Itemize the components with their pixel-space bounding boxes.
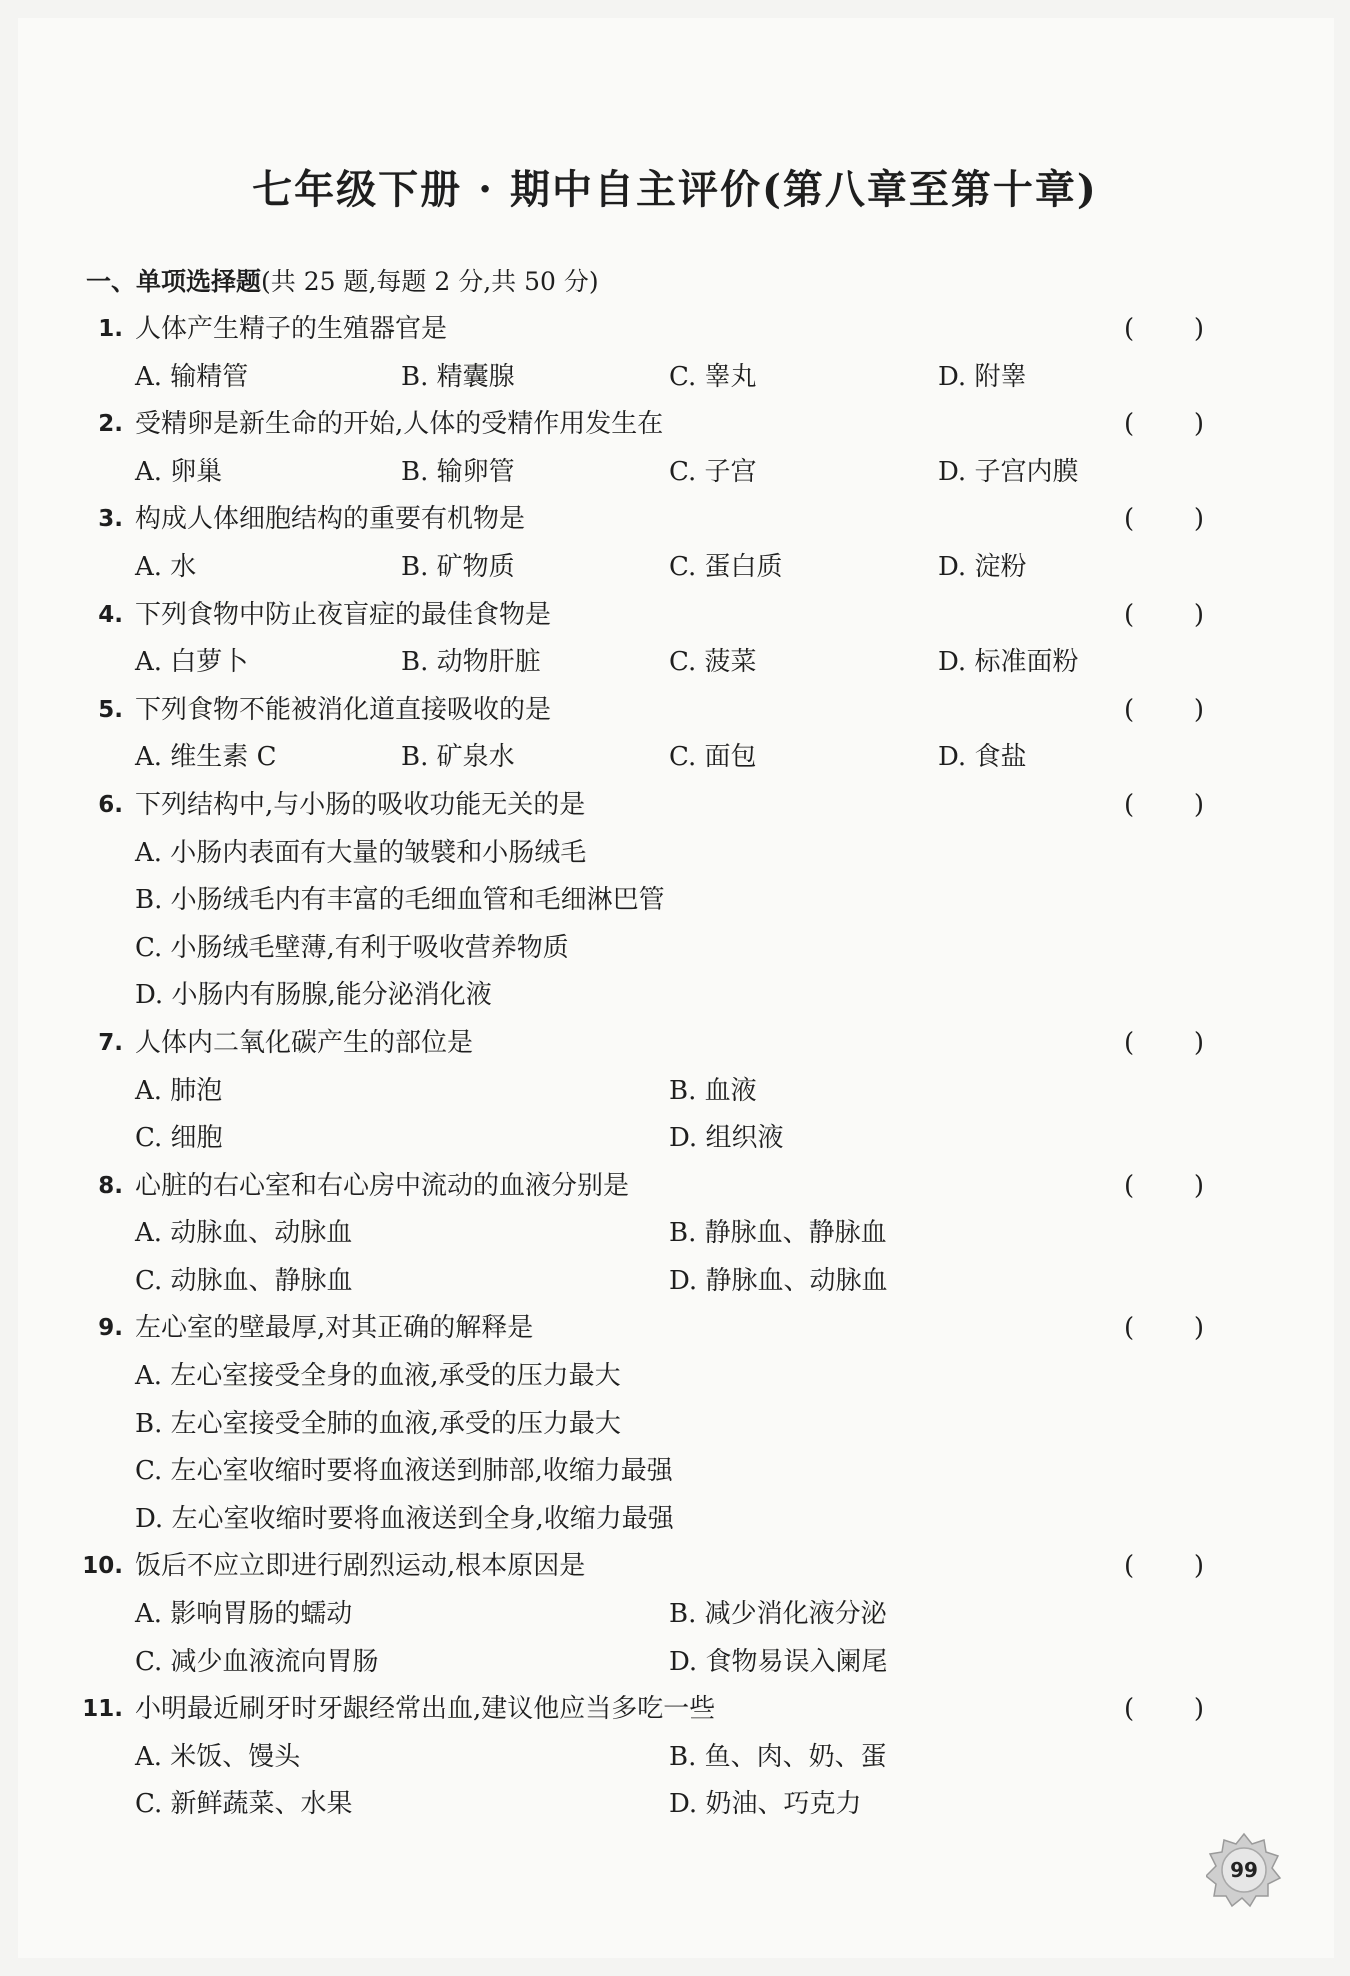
option-d: D. 子宫内膜 xyxy=(938,456,1079,487)
answer-paren-right: ) xyxy=(1193,1313,1204,1344)
option-line xyxy=(0,1401,1350,1449)
option-line xyxy=(0,1448,1350,1496)
answer-blank[interactable] xyxy=(1124,1305,1204,1353)
option-c: C. 子宫 xyxy=(669,456,757,487)
question-item xyxy=(0,592,1350,687)
option-b: B. 静脉血、静脉血 xyxy=(669,1218,887,1249)
question-item xyxy=(0,1543,1350,1686)
option-d: D. 奶油、巧克力 xyxy=(669,1789,862,1820)
option-c: C. 左心室收缩时要将血液送到肺部,收缩力最强 xyxy=(135,1456,673,1487)
page-number-badge xyxy=(1206,1832,1282,1908)
question-number: 9. xyxy=(98,1315,123,1342)
option-row xyxy=(0,1115,1350,1163)
answer-paren-left: ( xyxy=(1124,789,1135,820)
option-c: C. 面包 xyxy=(669,742,757,773)
answer-paren-left: ( xyxy=(1124,1170,1135,1201)
option-row xyxy=(0,1210,1350,1258)
answer-paren-left: ( xyxy=(1124,504,1135,535)
question-item xyxy=(0,306,1350,401)
option-a: A. 米饭、馒头 xyxy=(135,1741,301,1772)
option-c: C. 动脉血、静脉血 xyxy=(135,1265,353,1296)
question-text: 小明最近刷牙时牙龈经常出血,建议他应当多吃一些 xyxy=(135,1694,716,1725)
question-stem xyxy=(0,401,1350,449)
option-c: C. 细胞 xyxy=(135,1123,223,1154)
option-a: A. 白萝卜 xyxy=(135,647,249,678)
answer-blank[interactable] xyxy=(1124,496,1204,544)
question-item xyxy=(0,1686,1350,1829)
option-line xyxy=(0,1353,1350,1401)
option-c: C. 减少血液流向胃肠 xyxy=(135,1646,379,1677)
option-b: B. 血液 xyxy=(669,1075,757,1106)
question-stem xyxy=(0,1305,1350,1353)
option-d: D. 食物易误入阑尾 xyxy=(669,1646,888,1677)
option-a: A. 水 xyxy=(135,551,197,582)
option-b: B. 输卵管 xyxy=(401,456,515,487)
option-row xyxy=(0,639,1350,687)
question-stem xyxy=(0,306,1350,354)
option-row xyxy=(0,1591,1350,1639)
question-stem xyxy=(0,1020,1350,1068)
answer-paren-left: ( xyxy=(1124,599,1135,630)
option-d: D. 淀粉 xyxy=(938,551,1027,582)
question-text: 构成人体细胞结构的重要有机物是 xyxy=(135,504,526,535)
option-c: C. 睾丸 xyxy=(669,361,757,392)
option-d: D. 左心室收缩时要将血液送到全身,收缩力最强 xyxy=(135,1503,674,1534)
answer-paren-left: ( xyxy=(1124,1027,1135,1058)
question-item xyxy=(0,401,1350,496)
question-stem xyxy=(0,782,1350,830)
answer-blank[interactable] xyxy=(1124,782,1204,830)
answer-paren-right: ) xyxy=(1193,1027,1204,1058)
option-b: B. 小肠绒毛内有丰富的毛细血管和毛细淋巴管 xyxy=(135,885,665,916)
section-note: (共 25 题,每题 2 分,共 50 分) xyxy=(261,267,599,296)
option-line xyxy=(0,925,1350,973)
option-c: C. 小肠绒毛壁薄,有利于吸收营养物质 xyxy=(135,932,569,963)
question-number: 7. xyxy=(98,1029,123,1056)
option-row xyxy=(0,734,1350,782)
option-a: A. 肺泡 xyxy=(135,1075,223,1106)
answer-blank[interactable] xyxy=(1124,592,1204,640)
question-text: 心脏的右心室和右心房中流动的血液分别是 xyxy=(135,1170,630,1201)
question-text: 下列结构中,与小肠的吸收功能无关的是 xyxy=(135,789,586,820)
question-stem xyxy=(0,496,1350,544)
option-d: D. 附睾 xyxy=(938,361,1027,392)
question-item xyxy=(0,1163,1350,1306)
question-number: 6. xyxy=(98,791,123,818)
question-number: 5. xyxy=(98,696,123,723)
question-number: 1. xyxy=(98,316,123,342)
answer-paren-left: ( xyxy=(1124,1694,1135,1725)
option-row xyxy=(0,449,1350,497)
option-row xyxy=(0,354,1350,402)
question-item xyxy=(0,1305,1350,1543)
option-a: A. 动脉血、动脉血 xyxy=(135,1218,353,1249)
question-item xyxy=(0,687,1350,782)
option-row xyxy=(0,1781,1350,1829)
question-stem xyxy=(0,1543,1350,1591)
option-c: C. 新鲜蔬菜、水果 xyxy=(135,1789,353,1820)
question-number: 3. xyxy=(98,506,123,533)
option-b: B. 减少消化液分泌 xyxy=(669,1599,887,1630)
option-d: D. 组织液 xyxy=(669,1123,784,1154)
answer-paren-left: ( xyxy=(1124,1551,1135,1582)
page-number: 99 xyxy=(1230,1858,1258,1882)
question-item xyxy=(0,496,1350,591)
option-a: A. 影响胃肠的蠕动 xyxy=(135,1599,353,1630)
answer-blank[interactable] xyxy=(1124,1686,1204,1734)
option-line xyxy=(0,830,1350,878)
question-item xyxy=(0,782,1350,1020)
option-a: A. 维生素 C xyxy=(135,742,277,773)
answer-paren-right: ) xyxy=(1193,1694,1204,1725)
question-item xyxy=(0,1020,1350,1163)
question-list xyxy=(0,306,1350,1829)
answer-paren-left: ( xyxy=(1124,1313,1135,1344)
question-text: 下列食物中防止夜盲症的最佳食物是 xyxy=(135,599,552,630)
option-b: B. 矿泉水 xyxy=(401,742,515,773)
answer-blank[interactable] xyxy=(1124,306,1204,354)
answer-blank[interactable] xyxy=(1124,1020,1204,1068)
option-a: A. 输精管 xyxy=(135,361,249,392)
option-c: C. 菠菜 xyxy=(669,647,757,678)
answer-paren-right: ) xyxy=(1193,409,1204,440)
answer-paren-right: ) xyxy=(1193,1170,1204,1201)
question-number: 11. xyxy=(82,1696,123,1723)
question-text: 下列食物不能被消化道直接吸收的是 xyxy=(135,694,552,725)
answer-paren-right: ) xyxy=(1193,599,1204,630)
answer-paren-right: ) xyxy=(1193,694,1204,725)
question-stem xyxy=(0,1686,1350,1734)
answer-paren-right: ) xyxy=(1193,789,1204,820)
question-number: 4. xyxy=(98,601,123,628)
question-text: 受精卵是新生命的开始,人体的受精作用发生在 xyxy=(135,409,664,440)
option-line xyxy=(0,972,1350,1020)
option-b: B. 左心室接受全肺的血液,承受的压力最大 xyxy=(135,1408,621,1439)
option-a: A. 左心室接受全身的血液,承受的压力最大 xyxy=(135,1361,621,1392)
option-row xyxy=(0,1258,1350,1306)
question-number: 2. xyxy=(98,411,123,438)
option-b: B. 精囊腺 xyxy=(401,361,515,392)
option-row xyxy=(0,1734,1350,1782)
option-row xyxy=(0,1068,1350,1116)
answer-paren-left: ( xyxy=(1124,694,1135,725)
question-number: 10. xyxy=(82,1553,123,1580)
option-d: D. 食盐 xyxy=(938,742,1027,773)
option-row xyxy=(0,544,1350,592)
option-line xyxy=(0,1496,1350,1544)
answer-blank[interactable] xyxy=(1124,687,1204,735)
option-d: D. 标准面粉 xyxy=(938,647,1079,678)
option-d: D. 静脉血、动脉血 xyxy=(669,1265,888,1296)
question-stem xyxy=(0,592,1350,640)
question-number: 8. xyxy=(98,1172,123,1199)
question-text: 左心室的壁最厚,对其正确的解释是 xyxy=(135,1313,534,1344)
answer-paren-right: ) xyxy=(1193,1551,1204,1582)
answer-blank[interactable] xyxy=(1124,401,1204,449)
section-header xyxy=(86,262,599,298)
option-b: B. 矿物质 xyxy=(401,551,515,582)
question-stem xyxy=(0,687,1350,735)
option-c: C. 蛋白质 xyxy=(669,551,783,582)
answer-paren-left: ( xyxy=(1124,409,1135,440)
answer-blank[interactable] xyxy=(1124,1543,1204,1591)
answer-paren-right: ) xyxy=(1193,314,1204,344)
answer-paren-left: ( xyxy=(1124,314,1135,344)
option-b: B. 鱼、肉、奶、蛋 xyxy=(669,1741,887,1772)
answer-paren-right: ) xyxy=(1193,504,1204,535)
question-text: 人体内二氧化碳产生的部位是 xyxy=(135,1027,474,1058)
question-stem xyxy=(0,1163,1350,1211)
option-line xyxy=(0,877,1350,925)
option-a: A. 卵巢 xyxy=(135,456,223,487)
page-title: 七年级下册 · 期中自主评价(第八章至第十章) xyxy=(252,166,1098,213)
question-text: 人体产生精子的生殖器官是 xyxy=(135,314,448,344)
section-heading: 一、单项选择题 xyxy=(86,267,262,296)
question-text: 饭后不应立即进行剧烈运动,根本原因是 xyxy=(135,1551,586,1582)
option-row xyxy=(0,1639,1350,1687)
option-b: B. 动物肝脏 xyxy=(401,647,541,678)
answer-blank[interactable] xyxy=(1124,1163,1204,1211)
option-d: D. 小肠内有肠腺,能分泌消化液 xyxy=(135,980,492,1011)
option-a: A. 小肠内表面有大量的皱襞和小肠绒毛 xyxy=(135,837,587,868)
